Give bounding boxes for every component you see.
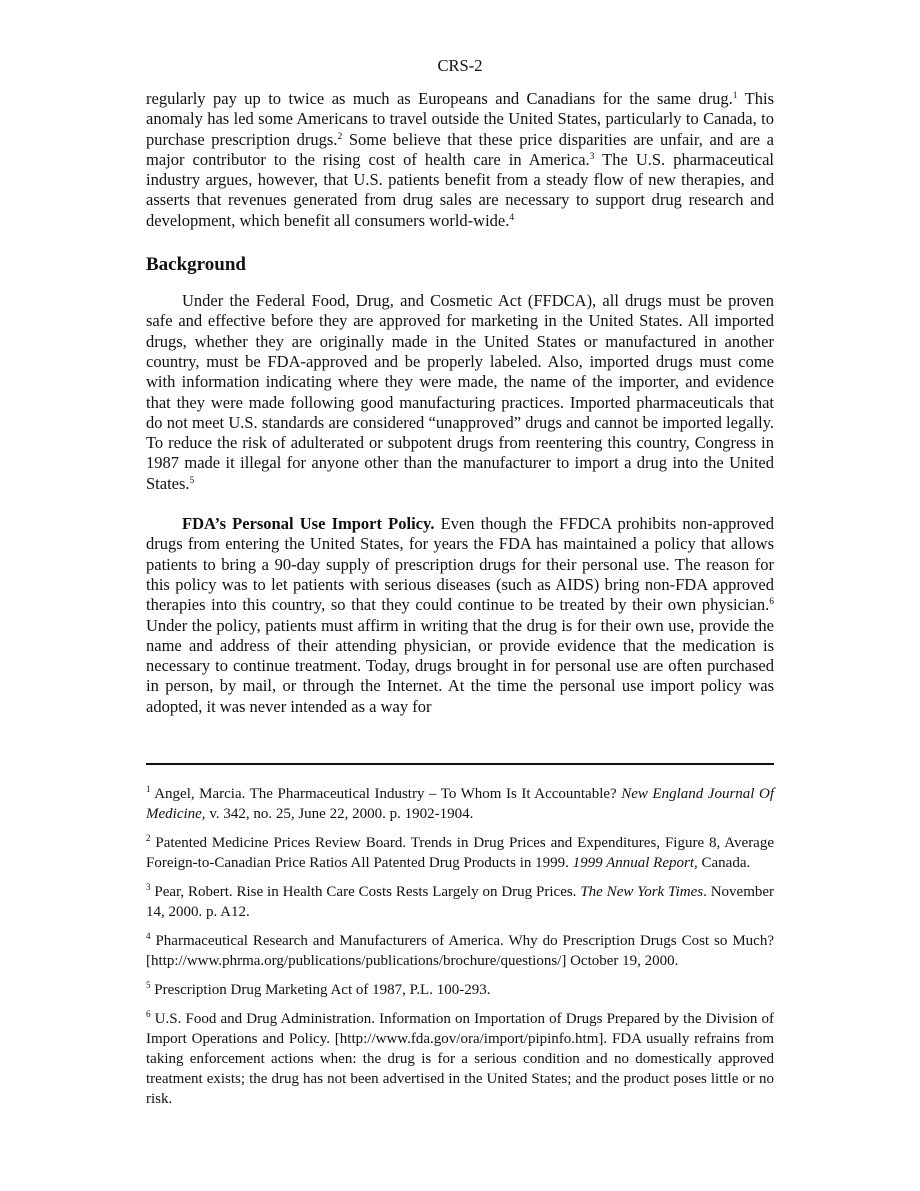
section-heading-background: Background <box>146 254 246 276</box>
footnote-ref-6[interactable]: 6 <box>769 597 774 608</box>
footnote-ref-4[interactable]: 4 <box>509 212 515 223</box>
footnote-3-text: Pear, Robert. Rise in Health Care Costs Rests Largely on Drug Prices. <box>150 884 581 900</box>
footnote-ref-3[interactable]: 3 <box>589 151 595 162</box>
page-number-header: CRS-2 <box>437 56 483 75</box>
footnote-1-journal: New England Journal Of Medicine, <box>146 786 774 822</box>
footnote-2-text: Patented Medicine Prices Review Board. Trends in Drug Prices and Expenditures, Figure 8, Average Foreign-to-Canadian Price Ratios All Patented Drug Products in 1999. <box>146 835 774 871</box>
intro-text-3: Some believe that these price disparities are unfair, and are a major contributor to the rising cost of health care in America. <box>146 129 774 169</box>
footnote-2 <box>146 833 774 873</box>
background-paragraph <box>146 291 774 494</box>
footnote-5 <box>146 980 774 1000</box>
footnote-6 <box>146 1009 774 1109</box>
footnote-divider <box>146 763 774 765</box>
footnote-2-details: , Canada. <box>694 855 751 871</box>
intro-text-4: The U.S. pharmaceutical industry argues, however, that U.S. patients benefit from a steady flow of new therapies, and asserts that revenues generated from drug sales are necessary to support drug research and development, which benefit all consumers world-wide. <box>146 149 774 230</box>
footnote-ref-5[interactable]: 5 <box>189 475 195 486</box>
footnote-3-number: 3 <box>146 882 151 892</box>
footnote-ref-1[interactable]: 1 <box>732 91 738 101</box>
page-body <box>146 56 774 717</box>
personal-use-text-2: Under the policy, patients must affirm in writing that the drug is for their own use, provide the name and address of their attending physician, or provide evidence that the medication is necessary to continue treatment. Today, drugs brought in for personal use are often purchased in person, by mail, or through the Internet. At the time the personal use import policy was adopted, it was never intended as a way for <box>146 615 774 716</box>
personal-use-text-1: Even though the FFDCA prohibits non-approved drugs from entering the United States, for years the FDA has maintained a policy that allows patients to bring a 90-day supply of prescription drugs for their personal use. The reason for this policy was to let patients with serious diseases (such as AIDS) bring non-FDA approved therapies into this country, so that they could continue to be treated by their own physician. <box>146 514 774 615</box>
footnote-2-number: 2 <box>146 833 151 843</box>
background-text: Under the Federal Food, Drug, and Cosmetic Act (FFDCA), all drugs must be proven safe and effective before they are approved for marketing in the United States. All imported drugs, whether they are originally made in the United States or manufactured in another country, must be FDA-approved and be properly labeled. Also, imported drugs must come with information indicating where they were made, the name of the importer, and evidence that they were made following good manufacturing practices. Imported pharmaceuticals that do not meet U.S. standards are considered “unapproved” drugs and cannot be imported legally. To reduce the risk of adulterated or subpotent drugs from reentering this country, Congress in 1987 made it illegal for anyone other than the manufacturer to import a drug into the United States. <box>146 291 774 493</box>
footnote-6-number: 6 <box>146 1009 151 1019</box>
footnote-5-text: Prescription Drug Marketing Act of 1987, P.L. 100-293. <box>150 982 491 998</box>
footnote-3 <box>146 882 774 922</box>
footnote-1-details: v. 342, no. 25, June 22, 2000. p. 1902-1904. <box>205 806 474 822</box>
footnote-3-details: . November 14, 2000. p. A12. <box>146 884 775 920</box>
footnotes <box>146 784 774 1118</box>
footnote-4-text: Pharmaceutical Research and Manufacturers of America. Why do Prescription Drugs Cost so Much? [http://www.phrma.org/publications/publications/brochure/questions/] October 19, 2000. <box>146 933 774 969</box>
footnote-4-number: 4 <box>146 931 151 941</box>
personal-use-paragraph <box>146 514 774 717</box>
footnote-4 <box>146 931 774 971</box>
footnote-3-newspaper: The New York Times <box>580 884 704 900</box>
footnote-1-text: Angel, Marcia. The Pharmaceutical Industry – To Whom Is It Accountable? <box>150 786 622 802</box>
footnote-2-report: 1999 Annual Report <box>572 855 694 871</box>
footnote-1-number: 1 <box>146 784 151 794</box>
footnote-6-text: U.S. Food and Drug Administration. Information on Importation of Drugs Prepared by the Division of Import Operations and Policy. [http://www.fda.gov/ora/import/pipinfo.htm]. FDA usually refrains from taking enforcement actions when: the drug is for a serious condition and no domestically approved treatment exists; the drug has not been advertised in the United States; and the product poses little or no risk. <box>146 1011 774 1107</box>
intro-text-2: This anomaly has led some Americans to travel outside the United States, particularly to Canada, to purchase prescription drugs. <box>146 89 774 149</box>
footnote-5-number: 5 <box>146 980 151 990</box>
personal-use-lead-heading: FDA’s Personal Use Import Policy. <box>182 514 435 534</box>
intro-paragraph <box>146 89 774 231</box>
footnote-1 <box>146 784 774 824</box>
intro-text-1: regularly pay up to twice as much as Europeans and Canadians for the same drug. <box>146 89 733 108</box>
footnote-ref-2[interactable]: 2 <box>337 131 343 142</box>
